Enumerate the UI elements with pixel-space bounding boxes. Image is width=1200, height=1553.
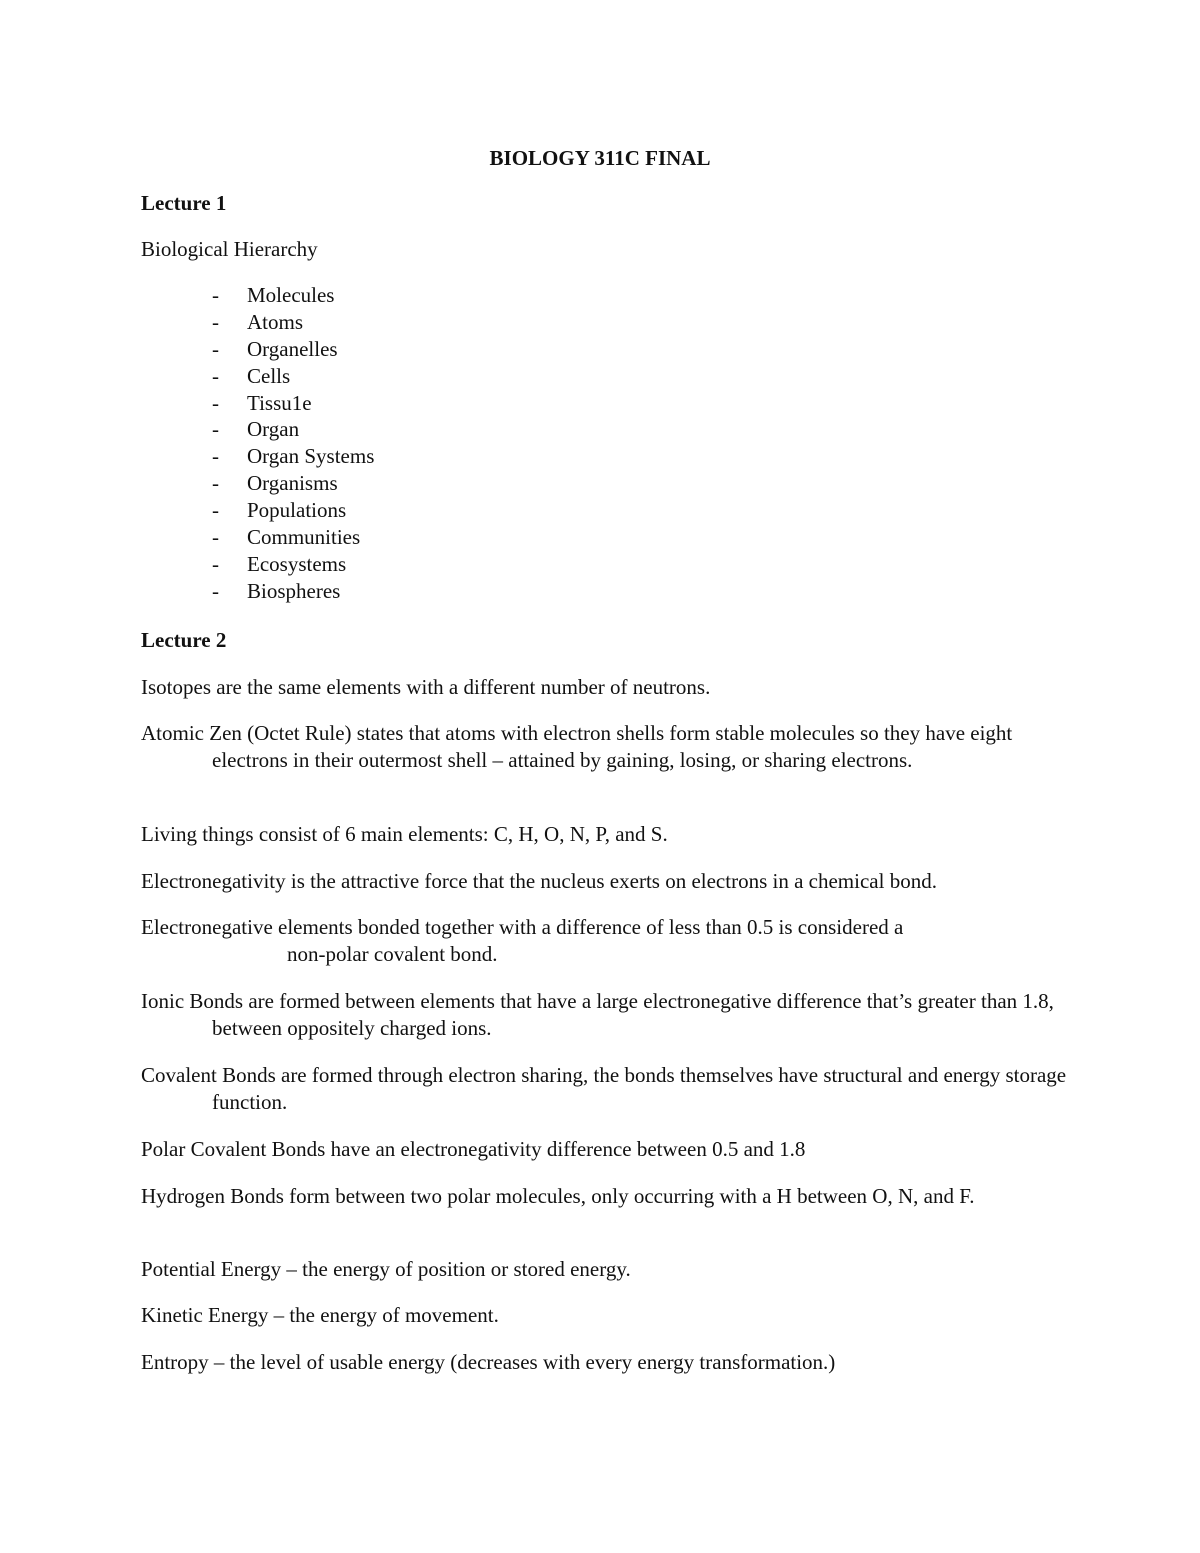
- list-bullet: -: [212, 498, 219, 523]
- hierarchy-list-item: [212, 336, 374, 363]
- hierarchy-item-label: Biospheres: [247, 578, 341, 603]
- covalent-bonds-paragraph: Covalent Bonds are formed through electron sharing, the bonds themselves have structural and energy storage function.: [141, 1063, 1067, 1114]
- nonpolar-paragraph: [141, 914, 1071, 968]
- list-bullet: -: [212, 551, 219, 576]
- hierarchy-item-label: Ecosystems: [247, 551, 347, 576]
- hierarchy-item-label: Organ Systems: [247, 444, 375, 469]
- hydrogen-bonds-paragraph: Hydrogen Bonds form between two polar molecules, only occurring with a H between O, N, and F.: [141, 1184, 975, 1208]
- hierarchy-list-item: [212, 578, 374, 605]
- list-bullet: -: [212, 578, 219, 603]
- list-bullet: -: [212, 336, 219, 361]
- hierarchy-list-item: [212, 282, 374, 309]
- hierarchy-item-label: Organisms: [247, 471, 338, 496]
- hierarchy-list-item: [212, 390, 374, 417]
- list-bullet: -: [212, 283, 219, 307]
- hierarchy-item-label: Organ: [247, 417, 300, 442]
- list-bullet: -: [212, 471, 219, 496]
- polar-covalent-paragraph: Polar Covalent Bonds have an electronegativity difference between 0.5 and 1.8: [141, 1137, 806, 1161]
- biological-hierarchy-label: Biological Hierarchy: [141, 237, 318, 261]
- hierarchy-list-item: [212, 497, 374, 524]
- hierarchy-list-item: [212, 443, 374, 470]
- entropy-paragraph: Entropy – the level of usable energy (decreases with every energy transformation.): [141, 1350, 836, 1374]
- hierarchy-list-item: [212, 363, 374, 390]
- nonpolar-line-2: non-polar covalent bond.: [287, 942, 498, 966]
- hierarchy-list: [212, 282, 374, 605]
- hierarchy-item-label: Cells: [247, 363, 291, 388]
- main-elements-paragraph: Living things consist of 6 main elements: C, H, O, N, P, and S.: [141, 822, 668, 846]
- list-bullet: -: [212, 390, 219, 415]
- kinetic-energy-paragraph: Kinetic Energy – the energy of movement.: [141, 1303, 499, 1327]
- hierarchy-item-label: Tissu1e: [247, 390, 312, 415]
- hierarchy-list-item: [212, 309, 374, 336]
- hierarchy-item-label: Communities: [247, 525, 361, 550]
- list-bullet: -: [212, 444, 219, 469]
- isotopes-paragraph: Isotopes are the same elements with a different number of neutrons.: [141, 675, 711, 699]
- octet-rule-paragraph: Atomic Zen (Octet Rule) states that atoms with electron shells form stable molecules so they have eight electrons in their outermost shell – attained by gaining, losing, or sharing electrons.: [141, 721, 1013, 772]
- hierarchy-item-label: Molecules: [247, 283, 335, 307]
- list-bullet: -: [212, 309, 219, 334]
- list-bullet: -: [212, 525, 219, 550]
- hierarchy-item-label: Atoms: [247, 309, 304, 334]
- list-bullet: -: [212, 417, 219, 442]
- document-title: BIOLOGY 311C FINAL: [489, 146, 711, 170]
- lecture-2-heading: Lecture 2: [141, 628, 227, 652]
- electronegativity-paragraph: Electronegativity is the attractive force that the nucleus exerts on electrons in a chemical bond.: [141, 869, 937, 893]
- list-bullet: -: [212, 363, 219, 388]
- hierarchy-item-label: Organelles: [247, 336, 338, 361]
- hierarchy-list-item: [212, 416, 374, 443]
- lecture-1-heading: Lecture 1: [141, 191, 227, 215]
- potential-energy-paragraph: Potential Energy – the energy of position or stored energy.: [141, 1257, 631, 1281]
- hierarchy-list-item: [212, 524, 374, 551]
- hierarchy-item-label: Populations: [247, 498, 347, 523]
- nonpolar-line-1: Electronegative elements bonded together with a difference of less than 0.5 is considered a: [141, 915, 904, 939]
- ionic-bonds-paragraph: Ionic Bonds are formed between elements that have a large electronegative difference that’s greater than 1.8, between oppositely charged ions.: [141, 989, 1054, 1040]
- hierarchy-list-item: [212, 470, 374, 497]
- hierarchy-list-item: [212, 551, 374, 578]
